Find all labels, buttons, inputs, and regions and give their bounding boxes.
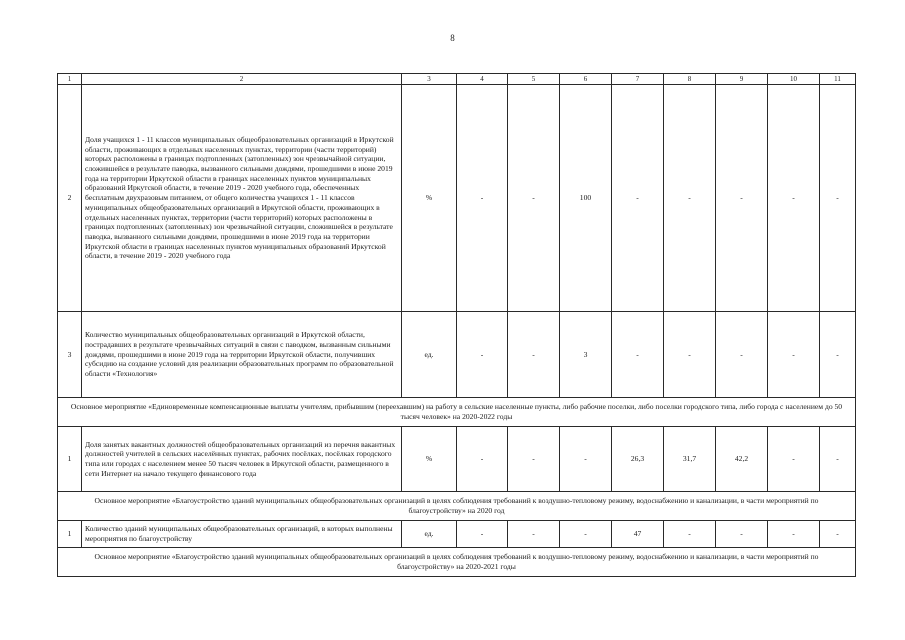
value-cell: - <box>457 521 508 548</box>
measure-title: Основное мероприятие «Благоустройство зданий муниципальных общеобразовательных организаций в целях соблюдения требований к воздушно-тепловому режиму, водоснабжению и канализации, в части мероприятий по благоустройству» на 2020 год <box>58 492 856 521</box>
page-number: 8 <box>450 33 455 43</box>
value-cell: 26,3 <box>612 427 664 492</box>
column-header: 4 <box>457 74 508 85</box>
indicator-description: Количество муниципальных общеобразовательных организаций в Иркутской области, пострадавших в результате чрезвычайных ситуаций в связи с паводком, вызванным сильными дождями, прошедшими в июне 2019 года на территории Иркутской области, получивших субсидию на создание условий для реализации образовательных программ по образовательной области «Технология» <box>82 312 402 398</box>
column-header: 7 <box>612 74 664 85</box>
value-cell: - <box>664 312 716 398</box>
value-cell: - <box>820 521 856 548</box>
column-header: 11 <box>820 74 856 85</box>
column-header: 5 <box>508 74 560 85</box>
unit-cell: % <box>402 85 457 312</box>
value-cell: - <box>768 312 820 398</box>
measure-row <box>58 548 856 577</box>
row-number: 2 <box>58 85 82 312</box>
value-cell: 42,2 <box>716 427 768 492</box>
value-cell: - <box>820 85 856 312</box>
value-cell: - <box>820 312 856 398</box>
value-cell: - <box>820 427 856 492</box>
table-row <box>58 427 856 492</box>
indicators-table <box>57 73 856 577</box>
column-header: 8 <box>664 74 716 85</box>
value-cell: - <box>508 521 560 548</box>
column-header: 9 <box>716 74 768 85</box>
value-cell: 3 <box>560 312 612 398</box>
value-cell: - <box>612 312 664 398</box>
value-cell: - <box>664 521 716 548</box>
unit-cell: ед. <box>402 312 457 398</box>
indicator-description: Количество зданий муниципальных общеобразовательных организаций, в которых выполнены мероприятия по благоустройству <box>82 521 402 548</box>
value-cell: - <box>457 312 508 398</box>
row-number: 1 <box>58 427 82 492</box>
value-cell: 31,7 <box>664 427 716 492</box>
unit-cell: % <box>402 427 457 492</box>
column-header: 2 <box>82 74 402 85</box>
column-number-row <box>58 74 856 85</box>
value-cell: 47 <box>612 521 664 548</box>
column-header: 6 <box>560 74 612 85</box>
unit-cell: ед. <box>402 521 457 548</box>
measure-title: Основное мероприятие «Единовременные компенсационные выплаты учителям, прибывшим (переехавшим) на работу в сельские населенные пункты, либо рабочие поселки, либо поселки городского типа, либо города с населением до 50 тысяч человек» на 2020-2022 годы <box>58 398 856 427</box>
column-header: 10 <box>768 74 820 85</box>
value-cell: - <box>508 312 560 398</box>
table-row <box>58 312 856 398</box>
value-cell: - <box>768 521 820 548</box>
indicator-description: Доля учащихся 1 - 11 классов муниципальных общеобразовательных организаций в Иркутской области, проживающих в отдельных населенных пунктах, территории (части территорий) которых расположены в границах подтопленных (затопленных) зон чрезвычайной ситуации, сложившейся в результате паводка, вызванного сильными дождями, прошедшими в июне 2019 года на территории Иркутской области в границах населенных пунктов муниципальных образований Иркутской области, в течение 2019 - 2020 учебного года, обеспеченных бесплатным двухразовым питанием, от общего количества учащихся 1 - 11 классов муниципальных общеобразовательных организаций в Иркутской области, проживающих в отдельных населенных пунктах, территории (части территорий) которых расположены в границах подтопленных (затопленных) зон чрезвычайной ситуации, сложившейся в результате паводка, вызванного сильными дождями, прошедшими в июне 2019 года на территории Иркутской области в границах населенных пунктов муниципальных образований Иркутской области, в течение 2019 - 2020 учебного года <box>82 85 402 312</box>
value-cell: 100 <box>560 85 612 312</box>
measure-row <box>58 492 856 521</box>
value-cell: - <box>560 427 612 492</box>
measure-row <box>58 398 856 427</box>
value-cell: - <box>457 85 508 312</box>
table-row <box>58 85 856 312</box>
column-header: 3 <box>402 74 457 85</box>
value-cell: - <box>612 85 664 312</box>
row-number: 3 <box>58 312 82 398</box>
value-cell: - <box>768 427 820 492</box>
value-cell: - <box>768 85 820 312</box>
column-header: 1 <box>58 74 82 85</box>
value-cell: - <box>508 427 560 492</box>
value-cell: - <box>457 427 508 492</box>
value-cell: - <box>560 521 612 548</box>
table-row <box>58 521 856 548</box>
measure-title: Основное мероприятие «Благоустройство зданий муниципальных общеобразовательных организаций в целях соблюдения требований к воздушно-тепловому режиму, водоснабжению и канализации, в части мероприятий по благоустройству» на 2020-2021 годы <box>58 548 856 577</box>
value-cell: - <box>716 521 768 548</box>
value-cell: - <box>716 85 768 312</box>
value-cell: - <box>508 85 560 312</box>
row-number: 1 <box>58 521 82 548</box>
value-cell: - <box>664 85 716 312</box>
indicator-description: Доля занятых вакантных должностей общеобразовательных организаций из перечня вакантных должностей учителей в сельских населённых пунктах, рабочих посёлках, посёлках городского типа или городах с населением менее 50 тысяч человек в Иркутской области, размещенного в сети Интернет на начало текущего финансового года <box>82 427 402 492</box>
value-cell: - <box>716 312 768 398</box>
